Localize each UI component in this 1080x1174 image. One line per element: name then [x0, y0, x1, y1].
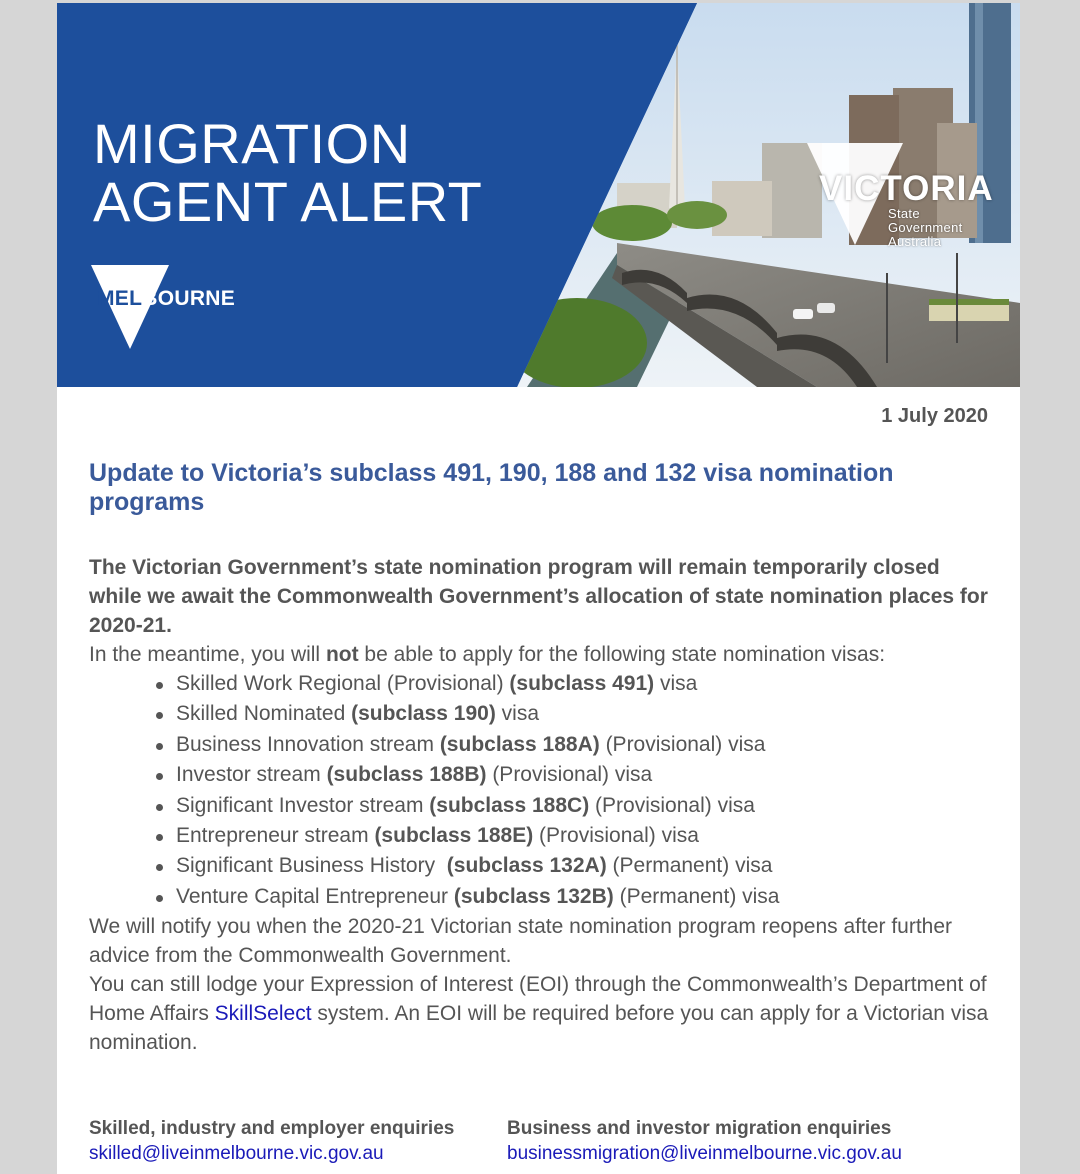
- lead-paragraph: The Victorian Government’s state nomination program will remain temporarily closed while we await the Commonwealth Government’s allocation of state nomination places for 2020-21.: [89, 556, 988, 637]
- list-item: Investor stream (subclass 188B) (Provisional) visa: [176, 760, 989, 790]
- email-page: [57, 3, 1020, 1174]
- list-item: Venture Capital Entrepreneur (subclass 132B) (Permanent) visa: [176, 882, 989, 912]
- banner-title-line2: AGENT ALERT: [93, 170, 483, 233]
- notify-paragraph: We will notify you when the 2020-21 Victorian state nomination program reopens after further advice from the Commonwealth Government.: [89, 915, 953, 968]
- header-banner: [57, 3, 1020, 387]
- banner-title-line1: MIGRATION: [93, 112, 411, 175]
- victoria-logo-subtitle: State Government Australia: [888, 206, 963, 249]
- victoria-logo-word: VICTORIA: [819, 169, 994, 208]
- skillselect-link[interactable]: SkillSelect: [214, 1002, 312, 1026]
- eoi-paragraph: You can still lodge your Expression of Interest (EOI) through the Commonwealth’s Department of Home Affairs SkillSelect system. An EOI will be required before you can apply for a Victorian visa nomination.: [89, 973, 989, 1055]
- list-item: Skilled Work Regional (Provisional) (subclass 491) visa: [176, 669, 989, 699]
- skilled-enquiries-contact: [89, 1117, 454, 1167]
- victoria-state-government-logo: [805, 141, 1005, 261]
- meantime-paragraph: In the meantime, you will not be able to apply for the following state nomination visas:: [89, 643, 886, 666]
- melbourne-logo: [91, 263, 261, 353]
- list-item: Significant Business History (subclass 132A) (Permanent) visa: [176, 851, 989, 881]
- list-item: Significant Investor stream (subclass 188C) (Provisional) visa: [176, 791, 989, 821]
- contact-title: Business and investor migration enquiries: [507, 1118, 892, 1139]
- list-item: Skilled Nominated (subclass 190) visa: [176, 699, 989, 729]
- contact-title: Skilled, industry and employer enquiries: [89, 1118, 455, 1139]
- melbourne-logo-text: MELBOURNE: [97, 287, 236, 310]
- alert-heading: Update to Victoria’s subclass 491, 190, 188 and 132 visa nomination programs: [89, 459, 894, 516]
- business-email-link[interactable]: businessmigration@liveinmelbourne.vic.gov.au: [507, 1143, 902, 1164]
- visa-list: [89, 669, 989, 912]
- contact-section: [89, 1117, 989, 1174]
- alert-date: 1 July 2020: [881, 405, 988, 427]
- skilled-email-link[interactable]: skilled@liveinmelbourne.vic.gov.au: [89, 1143, 384, 1164]
- list-item: Entrepreneur stream (subclass 188E) (Provisional) visa: [176, 821, 989, 851]
- business-enquiries-contact: [507, 1117, 902, 1167]
- banner-title: [93, 112, 483, 233]
- alert-body: [89, 553, 989, 1057]
- list-item: Business Innovation stream (subclass 188A) (Provisional) visa: [176, 730, 989, 760]
